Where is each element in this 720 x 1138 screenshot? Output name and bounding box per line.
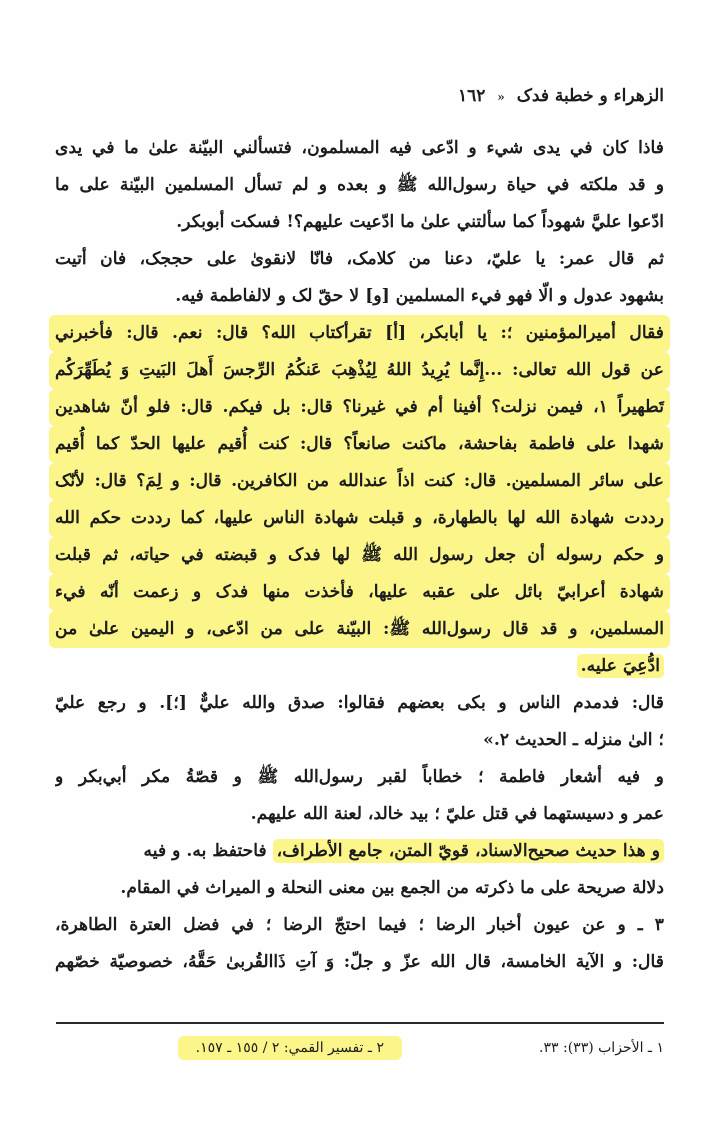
text-line: ثم قال عمر: يا عليّ، دعنا من كلامک، فانّا لانقوىٰ على حججک، فان أتيت <box>55 249 664 269</box>
header-title: الزهراء و خطبة فدک <box>516 86 664 106</box>
footnote-divider <box>56 1022 664 1024</box>
text-line: تَطهيراً ١، فيمن نزلت؟ أفينا أم في غيرنا؟ قال: بل فيكم. قال: فلو أنّ شاهدين <box>49 389 670 426</box>
header-separator: « <box>497 90 505 104</box>
text-line: و قد ملكته في حياة رسول‌الله ﷺ و بعده و لم تسأل المسلمين البيّنة على ما <box>55 175 664 195</box>
footnote-2: ٢ ـ تفسير القمي: ٢ / ١٥٥ ـ ١٥٧. <box>178 1036 402 1060</box>
text-line: بشهود عدول و الّا فهو فيء المسلمين [و] لا حقّ لک و لالفاطمة فيه. <box>175 286 664 306</box>
text-line: ؛ الىٰ منزله ـ الحديث ٢.» <box>483 730 664 750</box>
footnotes <box>56 1036 664 1066</box>
highlighted-text: و هذا حديث صحيح‌الاسناد، قويّ المتن، جامع الأطراف، <box>273 839 664 863</box>
text-line: عمر و دسيستهما في قتل عليّ ؛ بيد خالد، لعنة الله عليهم. <box>250 804 664 824</box>
text-line: و حكم رسوله أن جعل رسول الله ﷺ لها فدک و قبضته في حياته، ثم قبلت <box>49 537 670 574</box>
text-line: فاذا كان في يدى شيء و ادّعى فيه المسلمون، فتسألني البيّنة علىٰ ما في يدى <box>55 138 664 158</box>
text-line: ادّعوا عليَّ شهوداً كما سألتني علىٰ ما ادّعيت عليهم؟! فسكت أبوبكر. <box>176 212 664 232</box>
text-line: ٣ ـ و عن عيون أخبار الرضا ؛ فيما احتجّ الرضا ؛ في فضل العترة الطاهرة، <box>55 915 664 935</box>
text-line: المسلمين، و قد قال رسول‌الله ﷺ: البيّنة على من ادّعى، و اليمين علىٰ من <box>49 611 670 648</box>
highlighted-text: ادُّعِيَ عليه. <box>577 654 664 678</box>
text-line: شهدا على فاطمة بفاحشة، ماكنت صانعاً؟ قال: كنت أُقيم عليها الحدّ كما أُقيم <box>49 426 670 463</box>
footnote-1: ١ ـ الأحزاب (٣٣): ٣٣. <box>539 1040 664 1056</box>
text-line <box>55 833 664 870</box>
line-text: فاحتفظ به. و فيه <box>143 841 273 861</box>
page-number: ١٦٢ <box>457 86 486 106</box>
text-line: قال: فدمدم الناس و بكى بعضهم فقالوا: صدق والله عليٌّ [؛]. و رجع عليّ <box>55 693 664 713</box>
text-line: فقال أميرالمؤمنين ؛: يا أبابكر، [أ] تقرأكتاب الله؟ قال: نعم. قال: فأخبرني <box>49 315 670 352</box>
text-line: قال: و الآية الخامسة، قال الله عزّ و جلّ: وَ آتِ ذَاالقُربىٰ حَقَّهُ، خصوصيّة خصّهم <box>55 952 664 972</box>
text-line: عن قول الله تعالى: ...إِنَّما يُرِيدُ اللهُ لِيُذْهِبَ عَنكُمُ الرِّجسَ أَهلَ البَيتِ وَ يُطَهِّرَكُم <box>49 352 670 389</box>
running-header <box>56 86 664 114</box>
text-line: شهادة أعرابيّ بائل على عقبه عليها، فأخذت منها فدک و زعمت أنّه فيء <box>49 574 670 611</box>
text-line: على سائر المسلمين. قال: كنت اذاً عندالله من الكافرين. قال: و لِمَ؟ قال: لأنّک <box>49 463 670 500</box>
text-line: رددت شهادة الله لها بالطهارة، و قبلت شهادة الناس عليها، كما رددت حكم الله <box>49 500 670 537</box>
body-text <box>55 130 664 981</box>
text-line <box>55 648 664 685</box>
text-line: دلالة صريحة على ما ذكرته من الجمع بين معنى النحلة و الميراث في المقام. <box>120 878 664 898</box>
text-line: و فيه أشعار فاطمة ؛ خطاباً لقبر رسول‌الله ﷺ و قصّةُ مكر أبي‌بكر و <box>55 767 664 787</box>
